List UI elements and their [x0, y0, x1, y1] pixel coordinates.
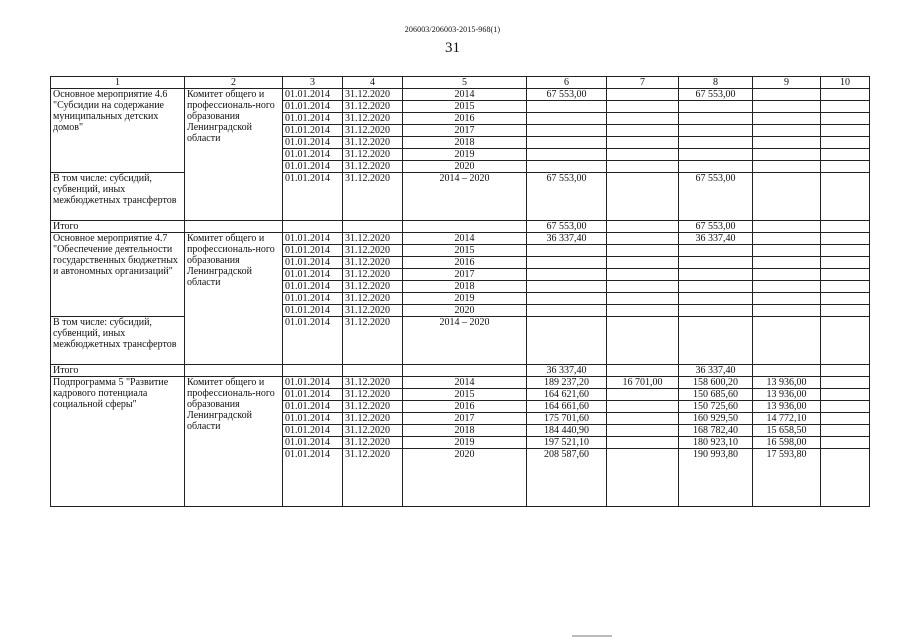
amount-cell: 17 593,80: [753, 449, 821, 507]
executor-cell: Комитет общего и профессиональ-ного образования Ленинградской области: [185, 377, 283, 507]
amount-cell: [607, 89, 679, 101]
amount-cell: 67 553,00: [679, 173, 753, 221]
start-date-cell: 01.01.2014: [283, 101, 343, 113]
executor-cell: Комитет общего и профессиональ-ного образования Ленинградской области: [185, 89, 283, 221]
amount-cell: [821, 233, 870, 245]
amount-cell: [679, 293, 753, 305]
amount-cell: [753, 125, 821, 137]
amount-cell: 67 553,00: [679, 221, 753, 233]
scan-mark: [572, 635, 612, 637]
amount-cell: 164 661,60: [527, 401, 607, 413]
amount-cell: 208 587,60: [527, 449, 607, 507]
amount-cell: [753, 245, 821, 257]
amount-cell: 36 337,40: [679, 365, 753, 377]
amount-cell: [607, 305, 679, 317]
amount-cell: [527, 293, 607, 305]
amount-cell: [607, 293, 679, 305]
subtotal-row: [51, 317, 870, 365]
table-row: [51, 89, 870, 101]
amount-cell: 67 553,00: [527, 89, 607, 101]
start-date-cell: 01.01.2014: [283, 389, 343, 401]
end-date-cell: 31.12.2020: [343, 437, 403, 449]
amount-cell: [607, 125, 679, 137]
amount-cell: 67 553,00: [527, 221, 607, 233]
subtotal-label-cell: В том числе: субсидий, субвенций, иных межбюджетных трансфертов: [51, 173, 185, 221]
amount-cell: [753, 293, 821, 305]
start-date-cell: 01.01.2014: [283, 281, 343, 293]
amount-cell: [753, 365, 821, 377]
amount-cell: [753, 317, 821, 365]
amount-cell: 150 685,60: [679, 389, 753, 401]
empty-cell: [283, 221, 343, 233]
column-number: 7: [607, 77, 679, 89]
amount-cell: [821, 293, 870, 305]
end-date-cell: 31.12.2020: [343, 89, 403, 101]
amount-cell: [821, 377, 870, 389]
total-label-cell: Итого: [51, 221, 185, 233]
start-date-cell: 01.01.2014: [283, 113, 343, 125]
table-row: [51, 377, 870, 389]
amount-cell: [679, 269, 753, 281]
amount-cell: [607, 437, 679, 449]
column-number: 1: [51, 77, 185, 89]
amount-cell: [527, 245, 607, 257]
amount-cell: [607, 161, 679, 173]
amount-cell: [821, 173, 870, 221]
amount-cell: [753, 89, 821, 101]
amount-cell: [527, 149, 607, 161]
amount-cell: [607, 137, 679, 149]
start-date-cell: 01.01.2014: [283, 137, 343, 149]
amount-cell: 189 237,20: [527, 377, 607, 389]
empty-cell: [185, 221, 283, 233]
amount-cell: [821, 317, 870, 365]
year-cell: 2019: [403, 149, 527, 161]
amount-cell: [821, 269, 870, 281]
end-date-cell: 31.12.2020: [343, 293, 403, 305]
amount-cell: [679, 317, 753, 365]
amount-cell: [821, 401, 870, 413]
start-date-cell: 01.01.2014: [283, 89, 343, 101]
amount-cell: [679, 125, 753, 137]
empty-cell: [343, 365, 403, 377]
amount-cell: [607, 365, 679, 377]
year-cell: 2017: [403, 413, 527, 425]
amount-cell: [821, 149, 870, 161]
total-row: [51, 365, 870, 377]
amount-cell: [607, 233, 679, 245]
amount-cell: [821, 305, 870, 317]
amount-cell: [753, 173, 821, 221]
amount-cell: [527, 101, 607, 113]
year-cell: 2014: [403, 233, 527, 245]
amount-cell: 164 621,60: [527, 389, 607, 401]
event-name-cell: Подпрограмма 5 "Развитие кадрового потенциала социальной сферы": [51, 377, 185, 507]
amount-cell: [527, 113, 607, 125]
amount-cell: [527, 137, 607, 149]
amount-cell: [753, 137, 821, 149]
amount-cell: [821, 113, 870, 125]
column-number: 8: [679, 77, 753, 89]
year-cell: 2014: [403, 89, 527, 101]
end-date-cell: 31.12.2020: [343, 245, 403, 257]
amount-cell: [527, 269, 607, 281]
year-cell: 2020: [403, 449, 527, 507]
end-date-cell: 31.12.2020: [343, 113, 403, 125]
amount-cell: 36 337,40: [679, 233, 753, 245]
end-date-cell: 31.12.2020: [343, 269, 403, 281]
amount-cell: [607, 113, 679, 125]
year-cell: 2020: [403, 161, 527, 173]
amount-cell: [527, 257, 607, 269]
end-date-cell: 31.12.2020: [343, 317, 403, 365]
amount-cell: 16 598,00: [753, 437, 821, 449]
event-name-cell: Основное мероприятие 4.7 "Обеспечение деятельности государственных бюджетных и автономных организаций": [51, 233, 185, 317]
amount-cell: [679, 161, 753, 173]
empty-cell: [343, 221, 403, 233]
end-date-cell: 31.12.2020: [343, 281, 403, 293]
empty-cell: [403, 365, 527, 377]
empty-cell: [403, 221, 527, 233]
amount-cell: 190 993,80: [679, 449, 753, 507]
amount-cell: [753, 269, 821, 281]
column-number: 10: [821, 77, 870, 89]
amount-cell: [607, 449, 679, 507]
amount-cell: [679, 149, 753, 161]
amount-cell: [753, 101, 821, 113]
end-date-cell: 31.12.2020: [343, 149, 403, 161]
amount-cell: [821, 413, 870, 425]
amount-cell: 168 782,40: [679, 425, 753, 437]
start-date-cell: 01.01.2014: [283, 413, 343, 425]
amount-cell: 180 923,10: [679, 437, 753, 449]
column-number: 4: [343, 77, 403, 89]
start-date-cell: 01.01.2014: [283, 245, 343, 257]
year-cell: 2014: [403, 377, 527, 389]
amount-cell: [821, 161, 870, 173]
year-cell: 2019: [403, 437, 527, 449]
amount-cell: 67 553,00: [527, 173, 607, 221]
end-date-cell: 31.12.2020: [343, 377, 403, 389]
year-cell: 2018: [403, 281, 527, 293]
amount-cell: [821, 245, 870, 257]
column-number: 3: [283, 77, 343, 89]
year-cell: 2018: [403, 425, 527, 437]
amount-cell: 67 553,00: [679, 89, 753, 101]
start-date-cell: 01.01.2014: [283, 233, 343, 245]
amount-cell: [821, 101, 870, 113]
amount-cell: 175 701,60: [527, 413, 607, 425]
amount-cell: [679, 257, 753, 269]
year-cell: 2015: [403, 245, 527, 257]
amount-cell: [679, 101, 753, 113]
year-cell: 2019: [403, 293, 527, 305]
amount-cell: [607, 257, 679, 269]
start-date-cell: 01.01.2014: [283, 425, 343, 437]
page-number: 31: [445, 40, 460, 56]
amount-cell: 36 337,40: [527, 233, 607, 245]
amount-cell: 150 725,60: [679, 401, 753, 413]
amount-cell: [753, 281, 821, 293]
column-number: 9: [753, 77, 821, 89]
amount-cell: 36 337,40: [527, 365, 607, 377]
empty-cell: [185, 365, 283, 377]
executor-cell: Комитет общего и профессиональ-ного образования Ленинградской области: [185, 233, 283, 365]
year-cell: 2015: [403, 101, 527, 113]
amount-cell: [607, 401, 679, 413]
amount-cell: 15 658,50: [753, 425, 821, 437]
year-cell: 2015: [403, 389, 527, 401]
start-date-cell: 01.01.2014: [283, 449, 343, 507]
amount-cell: [679, 305, 753, 317]
year-cell: 2020: [403, 305, 527, 317]
amount-cell: [607, 425, 679, 437]
amount-cell: [821, 281, 870, 293]
financing-table: [50, 76, 870, 507]
year-range-cell: 2014 – 2020: [403, 173, 527, 221]
amount-cell: [821, 389, 870, 401]
amount-cell: [753, 161, 821, 173]
table-body: [51, 77, 870, 507]
document-code: 206003/206003-2015-968(1): [404, 25, 501, 34]
amount-cell: [527, 161, 607, 173]
year-range-cell: 2014 – 2020: [403, 317, 527, 365]
start-date-cell: 01.01.2014: [283, 377, 343, 389]
year-cell: 2016: [403, 113, 527, 125]
year-cell: 2018: [403, 137, 527, 149]
column-number: 5: [403, 77, 527, 89]
start-date-cell: 01.01.2014: [283, 305, 343, 317]
column-number: 2: [185, 77, 283, 89]
end-date-cell: 31.12.2020: [343, 449, 403, 507]
end-date-cell: 31.12.2020: [343, 161, 403, 173]
amount-cell: [753, 149, 821, 161]
amount-cell: [679, 137, 753, 149]
amount-cell: [527, 281, 607, 293]
start-date-cell: 01.01.2014: [283, 437, 343, 449]
amount-cell: [607, 413, 679, 425]
amount-cell: 13 936,00: [753, 401, 821, 413]
amount-cell: 16 701,00: [607, 377, 679, 389]
amount-cell: [607, 173, 679, 221]
amount-cell: [607, 389, 679, 401]
end-date-cell: 31.12.2020: [343, 413, 403, 425]
amount-cell: 14 772,10: [753, 413, 821, 425]
amount-cell: [821, 221, 870, 233]
year-cell: 2017: [403, 125, 527, 137]
subtotal-label-cell: В том числе: субсидий, субвенций, иных межбюджетных трансфертов: [51, 317, 185, 365]
amount-cell: [821, 437, 870, 449]
start-date-cell: 01.01.2014: [283, 317, 343, 365]
event-name-cell: Основное мероприятие 4.6 "Субсидии на содержание муниципальных детских домов": [51, 89, 185, 173]
amount-cell: [821, 137, 870, 149]
end-date-cell: 31.12.2020: [343, 101, 403, 113]
subtotal-row: [51, 173, 870, 221]
amount-cell: [753, 257, 821, 269]
amount-cell: 160 929,50: [679, 413, 753, 425]
amount-cell: [821, 257, 870, 269]
start-date-cell: 01.01.2014: [283, 293, 343, 305]
empty-cell: [283, 365, 343, 377]
table-row: [51, 233, 870, 245]
amount-cell: [607, 101, 679, 113]
amount-cell: 197 521,10: [527, 437, 607, 449]
amount-cell: [821, 449, 870, 507]
amount-cell: [679, 245, 753, 257]
start-date-cell: 01.01.2014: [283, 173, 343, 221]
amount-cell: [607, 221, 679, 233]
start-date-cell: 01.01.2014: [283, 401, 343, 413]
amount-cell: [527, 305, 607, 317]
amount-cell: [753, 305, 821, 317]
amount-cell: 158 600,20: [679, 377, 753, 389]
start-date-cell: 01.01.2014: [283, 257, 343, 269]
end-date-cell: 31.12.2020: [343, 401, 403, 413]
end-date-cell: 31.12.2020: [343, 233, 403, 245]
total-label-cell: Итого: [51, 365, 185, 377]
amount-cell: [527, 125, 607, 137]
amount-cell: [821, 425, 870, 437]
column-number-row: [51, 77, 870, 89]
start-date-cell: 01.01.2014: [283, 149, 343, 161]
start-date-cell: 01.01.2014: [283, 269, 343, 281]
amount-cell: [821, 125, 870, 137]
amount-cell: [753, 221, 821, 233]
column-number: 6: [527, 77, 607, 89]
end-date-cell: 31.12.2020: [343, 137, 403, 149]
amount-cell: [607, 245, 679, 257]
amount-cell: [527, 317, 607, 365]
start-date-cell: 01.01.2014: [283, 125, 343, 137]
amount-cell: [679, 113, 753, 125]
amount-cell: [753, 113, 821, 125]
total-row: [51, 221, 870, 233]
year-cell: 2016: [403, 257, 527, 269]
year-cell: 2017: [403, 269, 527, 281]
amount-cell: [607, 149, 679, 161]
amount-cell: [753, 233, 821, 245]
end-date-cell: 31.12.2020: [343, 257, 403, 269]
start-date-cell: 01.01.2014: [283, 161, 343, 173]
amount-cell: [821, 365, 870, 377]
year-cell: 2016: [403, 401, 527, 413]
end-date-cell: 31.12.2020: [343, 125, 403, 137]
amount-cell: 13 936,00: [753, 389, 821, 401]
end-date-cell: 31.12.2020: [343, 425, 403, 437]
end-date-cell: 31.12.2020: [343, 389, 403, 401]
end-date-cell: 31.12.2020: [343, 173, 403, 221]
amount-cell: 13 936,00: [753, 377, 821, 389]
amount-cell: [607, 269, 679, 281]
amount-cell: [679, 281, 753, 293]
amount-cell: [607, 317, 679, 365]
amount-cell: 184 440,90: [527, 425, 607, 437]
end-date-cell: 31.12.2020: [343, 305, 403, 317]
amount-cell: [607, 281, 679, 293]
amount-cell: [821, 89, 870, 101]
